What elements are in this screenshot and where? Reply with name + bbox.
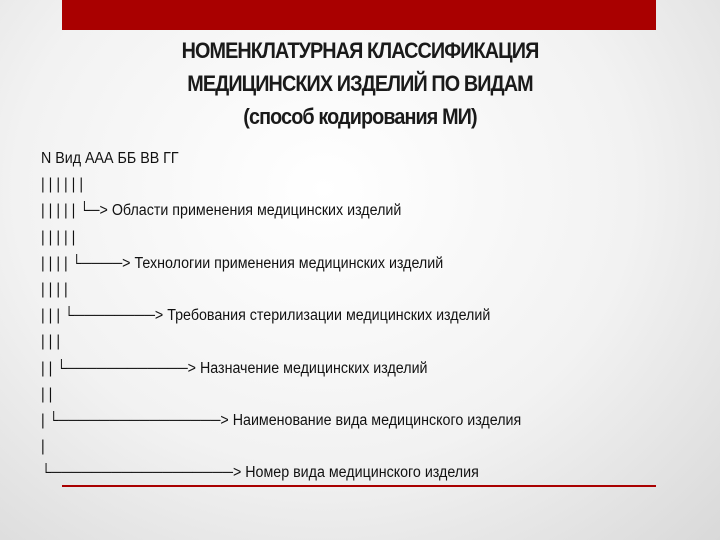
tree-line-purpose: | | └────────────> Назначение медицинских изделий: [41, 359, 428, 377]
title-line-2: МЕДИЦИНСКИХ ИЗДЕЛИЙ ПО ВИДАМ: [187, 71, 533, 96]
tree-line-application-technologies: | | | | └────> Технологии применения медицинских изделий: [41, 254, 444, 272]
slide-title: [90, 34, 630, 133]
code-structure-tree: [41, 146, 563, 486]
tree-line: | | | | |: [41, 228, 76, 246]
title-line-3: (способ кодирования МИ): [243, 104, 477, 129]
title-line-1: НОМЕНКЛАТУРНАЯ КЛАССИФИКАЦИЯ: [181, 38, 539, 63]
tree-line: | | | | | |: [41, 176, 84, 194]
tree-line-sterilization: | | | └────────> Требования стерилизации медицинских изделий: [41, 307, 491, 325]
tree-line-application-areas: | | | | | └─> Области применения медицинских изделий: [41, 202, 402, 220]
tree-line: | | |: [41, 333, 61, 351]
top-accent-bar: [62, 0, 656, 30]
bottom-divider: [62, 485, 656, 487]
tree-line: | |: [41, 385, 53, 403]
tree-line-type-number: └──────────────────> Номер вида медицинского изделия: [41, 464, 479, 482]
tree-line: | | | |: [41, 280, 68, 298]
code-format-line: N Вид ААА ББ ВВ ГГ: [41, 150, 179, 167]
tree-line: |: [41, 438, 45, 456]
tree-line-type-name: | └────────────────> Наименование вида медицинского изделия: [41, 411, 522, 429]
